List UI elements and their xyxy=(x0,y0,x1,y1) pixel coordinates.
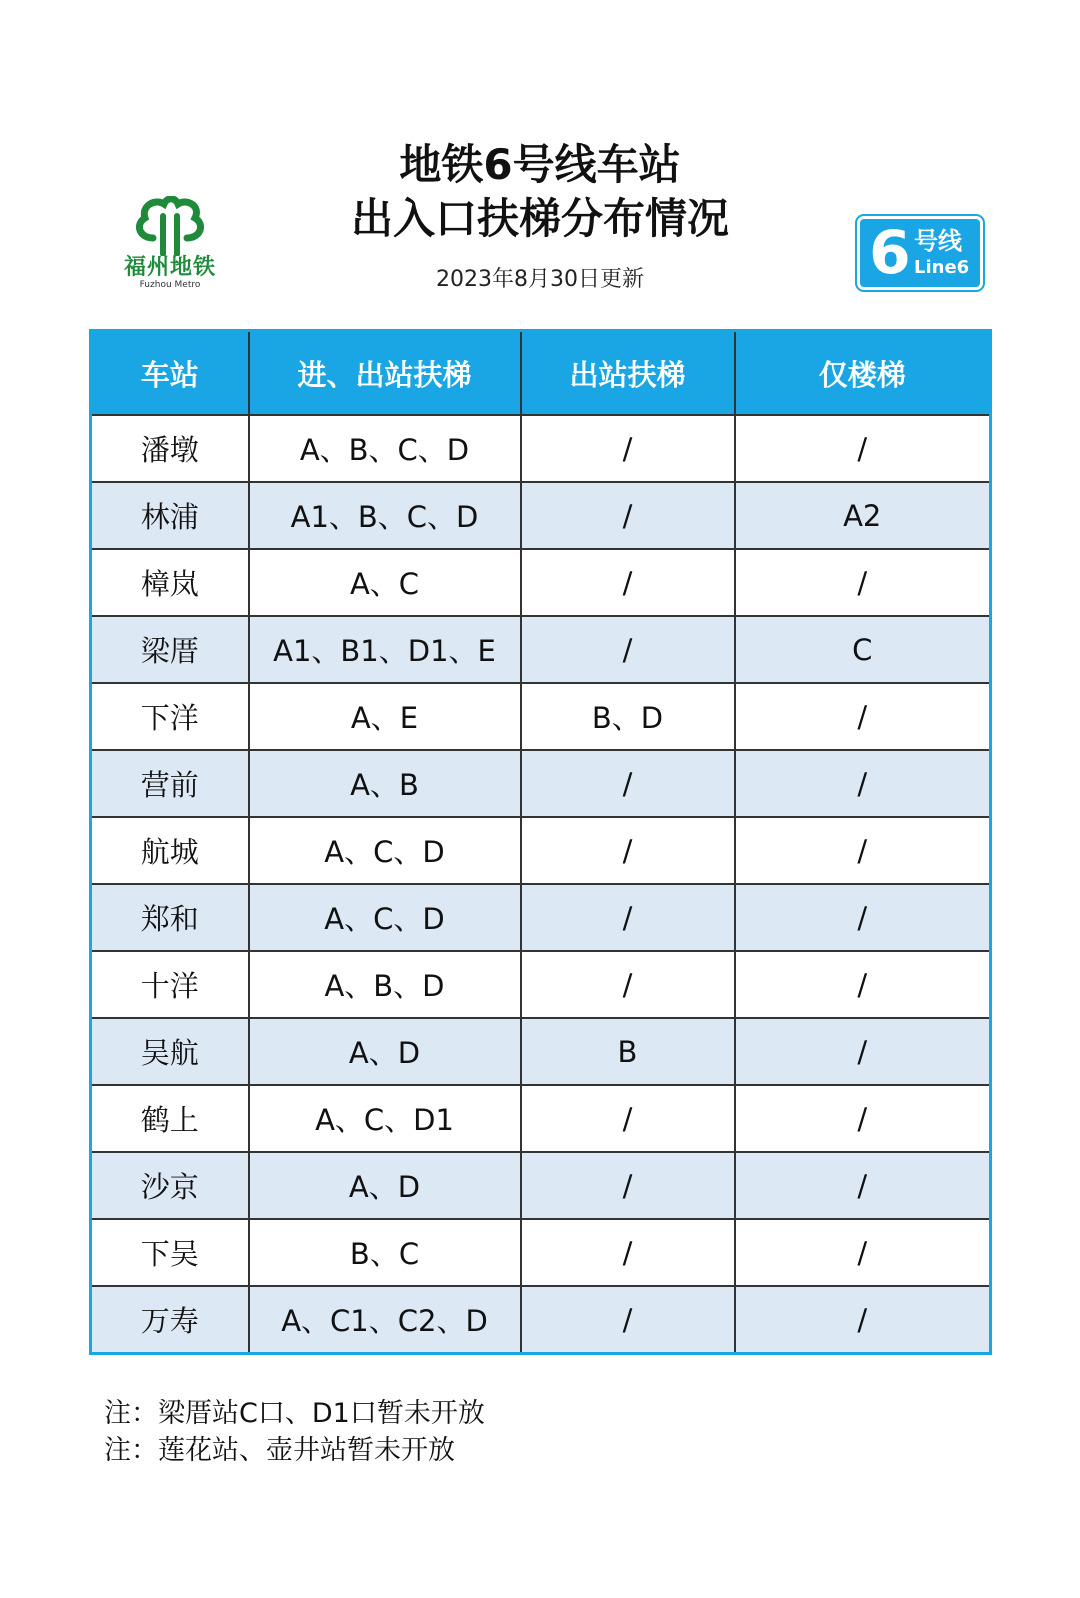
tree-logo-icon xyxy=(131,196,209,256)
exit-escalator-cell: B xyxy=(521,1018,735,1085)
stairs-only-cell: / xyxy=(735,884,991,951)
table-row xyxy=(91,1085,991,1152)
station-cell: 樟岚 xyxy=(91,549,249,616)
stairs-only-cell: / xyxy=(735,1085,991,1152)
station-cell: 吴航 xyxy=(91,1018,249,1085)
logo-name-cn: 福州地铁 xyxy=(123,255,216,280)
table-row xyxy=(91,482,991,549)
table-row xyxy=(91,1018,991,1085)
page-title-line2: 出入口扶梯分布情况 xyxy=(350,194,729,243)
badge-label-cn: 号线 xyxy=(914,227,962,255)
stairs-only-cell: A2 xyxy=(735,482,991,549)
note-1: 注：梁厝站C口、D1口暂未开放 xyxy=(104,1398,485,1429)
exit-escalator-cell: B、D xyxy=(521,683,735,750)
exit-escalator-cell: / xyxy=(521,616,735,683)
stairs-only-cell: / xyxy=(735,415,991,482)
in-out-escalator-cell: A、C1、C2、D xyxy=(249,1286,521,1354)
stairs-only-cell: / xyxy=(735,750,991,817)
table-row xyxy=(91,616,991,683)
station-cell: 下吴 xyxy=(91,1219,249,1286)
exit-escalator-cell: / xyxy=(521,1286,735,1354)
exit-escalator-cell: / xyxy=(521,1219,735,1286)
table-header-row xyxy=(91,331,991,416)
station-cell: 十洋 xyxy=(91,951,249,1018)
table-row xyxy=(91,683,991,750)
header-station: 车站 xyxy=(91,331,249,416)
table-row xyxy=(91,951,991,1018)
station-cell: 下洋 xyxy=(91,683,249,750)
exit-escalator-cell: / xyxy=(521,549,735,616)
exit-escalator-cell: / xyxy=(521,817,735,884)
exit-escalator-cell: / xyxy=(521,1152,735,1219)
station-cell: 沙京 xyxy=(91,1152,249,1219)
in-out-escalator-cell: B、C xyxy=(249,1219,521,1286)
line-6-badge xyxy=(857,216,983,290)
station-cell: 梁厝 xyxy=(91,616,249,683)
escalator-table xyxy=(89,329,992,1355)
header-in-out-escalator: 进、出站扶梯 xyxy=(249,331,521,416)
stairs-only-cell: / xyxy=(735,1018,991,1085)
exit-escalator-cell: / xyxy=(521,415,735,482)
station-cell: 林浦 xyxy=(91,482,249,549)
stairs-only-cell: / xyxy=(735,1152,991,1219)
in-out-escalator-cell: A、B、D xyxy=(249,951,521,1018)
table-row xyxy=(91,817,991,884)
in-out-escalator-cell: A、E xyxy=(249,683,521,750)
exit-escalator-cell: / xyxy=(521,1085,735,1152)
page-title-line1: 地铁6号线车站 xyxy=(399,140,681,189)
station-cell: 航城 xyxy=(91,817,249,884)
stairs-only-cell: / xyxy=(735,817,991,884)
notes xyxy=(104,1395,485,1469)
in-out-escalator-cell: A、C、D xyxy=(249,884,521,951)
table-row xyxy=(91,1219,991,1286)
badge-label-en: Line6 xyxy=(914,257,970,278)
stairs-only-cell: / xyxy=(735,951,991,1018)
stairs-only-cell: / xyxy=(735,683,991,750)
table-row xyxy=(91,750,991,817)
in-out-escalator-cell: A1、B、C、D xyxy=(249,482,521,549)
update-date: 2023年8月30日更新 xyxy=(436,267,644,292)
exit-escalator-cell: / xyxy=(521,884,735,951)
table-row xyxy=(91,884,991,951)
exit-escalator-cell: / xyxy=(521,951,735,1018)
fuzhou-metro-logo xyxy=(116,196,224,296)
in-out-escalator-cell: A、C、D1 xyxy=(249,1085,521,1152)
stairs-only-cell: / xyxy=(735,1286,991,1354)
table-row xyxy=(91,1286,991,1354)
header-stairs-only: 仅楼梯 xyxy=(735,331,991,416)
logo-name-en: Fuzhou Metro xyxy=(139,280,201,290)
exit-escalator-cell: / xyxy=(521,482,735,549)
in-out-escalator-cell: A、B、C、D xyxy=(249,415,521,482)
badge-number: 6 xyxy=(869,218,911,288)
station-cell: 营前 xyxy=(91,750,249,817)
stairs-only-cell: / xyxy=(735,1219,991,1286)
station-cell: 万寿 xyxy=(91,1286,249,1354)
in-out-escalator-cell: A、C xyxy=(249,549,521,616)
in-out-escalator-cell: A、D xyxy=(249,1152,521,1219)
note-2: 注：莲花站、壶井站暂未开放 xyxy=(104,1435,455,1466)
table-row xyxy=(91,549,991,616)
exit-escalator-cell: / xyxy=(521,750,735,817)
station-cell: 鹤上 xyxy=(91,1085,249,1152)
stairs-only-cell: C xyxy=(735,616,991,683)
in-out-escalator-cell: A、C、D xyxy=(249,817,521,884)
in-out-escalator-cell: A、B xyxy=(249,750,521,817)
station-cell: 潘墩 xyxy=(91,415,249,482)
stairs-only-cell: / xyxy=(735,549,991,616)
station-cell: 郑和 xyxy=(91,884,249,951)
table-row xyxy=(91,415,991,482)
in-out-escalator-cell: A、D xyxy=(249,1018,521,1085)
header-exit-escalator: 出站扶梯 xyxy=(521,331,735,416)
table-row xyxy=(91,1152,991,1219)
in-out-escalator-cell: A1、B1、D1、E xyxy=(249,616,521,683)
